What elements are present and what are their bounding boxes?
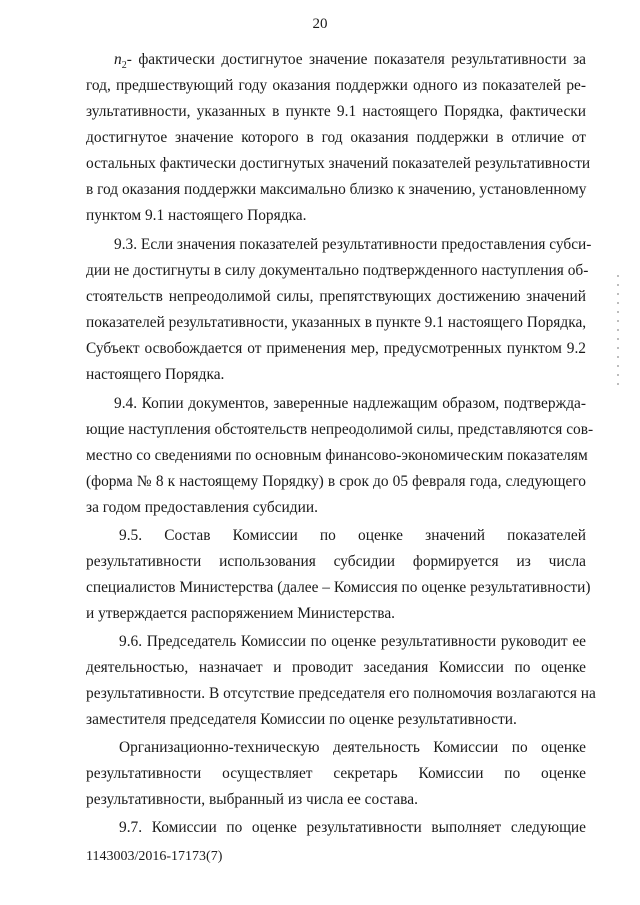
text-line: показателей результативности, указанных в пункте 9.1 настоящего Порядка, (86, 314, 587, 331)
text-line: год, предшествующий году оказания поддержки одного из показателей ре- (86, 77, 586, 94)
text-line: деятельностью, назначает и проводит заседания Комиссии по оценке (86, 659, 586, 676)
text-line: $n_2-$ фактически достигнутое значение показателя результативности за (114, 51, 586, 72)
text-line: и утверждается распоряжением Министерства. (86, 605, 395, 622)
text-line: настоящего Порядка. (86, 366, 225, 383)
text-line: результативности, выбранный из числа ее состава. (86, 791, 418, 808)
text-line: специалистов Министерства (далее – Комиссия по оценке результативности) (86, 579, 591, 596)
variable-n2: $n_2$ (114, 51, 127, 72)
text-line: 9.6. Председатель Комиссии по оценке результативности руководит ее (119, 633, 586, 650)
text-line: ющие наступления обстоятельств непреодолимой силы, представляются сов- (86, 421, 594, 438)
text-line: достигнутое значение которого в год оказания поддержки в отличие от (86, 129, 586, 146)
text-line: дии не достигнуты в силу документально подтвержденного наступления об- (86, 262, 589, 279)
text-line: результативности. В отсутствие председателя его полномочия возлагаются на (86, 685, 596, 702)
scan-margin-marks (617, 275, 619, 385)
text-line: стоятельств непреодолимой силы, препятствующих достижению значений (86, 288, 586, 305)
text-line: заместителя председателя Комиссии по оценке результативности. (86, 711, 517, 728)
text-line: результативности осуществляет секретарь Комиссии по оценке (86, 765, 586, 782)
text-line: Субъект освобождается от применения мер, предусмотренных пунктом 9.2 (86, 340, 586, 357)
text-line: 9.5. Состав Комиссии по оценке значений показателей (119, 527, 586, 544)
text-line: местно со сведениями по основным финансово-экономическим показателям (86, 447, 588, 464)
document-footer-code: 1143003/2016-17173(7) (86, 849, 223, 864)
text-line: в год оказания поддержки максимально близко к значению, установленному (86, 181, 587, 198)
text-line: зультативности, указанных в пункте 9.1 настоящего Порядка, фактически (86, 103, 586, 120)
text-line: 9.3. Если значения показателей результативности предоставления субси- (114, 236, 592, 253)
text-line: результативности использования субсидии формируется из числа (86, 553, 586, 570)
text-line: пунктом 9.1 настоящего Порядка. (86, 207, 307, 224)
text-line: Организационно-техническую деятельность Комиссии по оценке (119, 739, 586, 756)
text-line: 9.7. Комиссии по оценке результативности выполняет следующие (119, 819, 586, 836)
text-line: за годом предоставления субсидии. (86, 499, 318, 516)
text-line: (форма № 8 к настоящему Порядку) в срок до 05 февраля года, следующего (86, 473, 586, 490)
text-line: 9.4. Копии документов, заверенные надлежащим образом, подтвержда- (114, 395, 586, 412)
page-number: 20 (312, 16, 328, 32)
text-line: остальных фактически достигнутых значений показателей результативности (86, 155, 591, 172)
